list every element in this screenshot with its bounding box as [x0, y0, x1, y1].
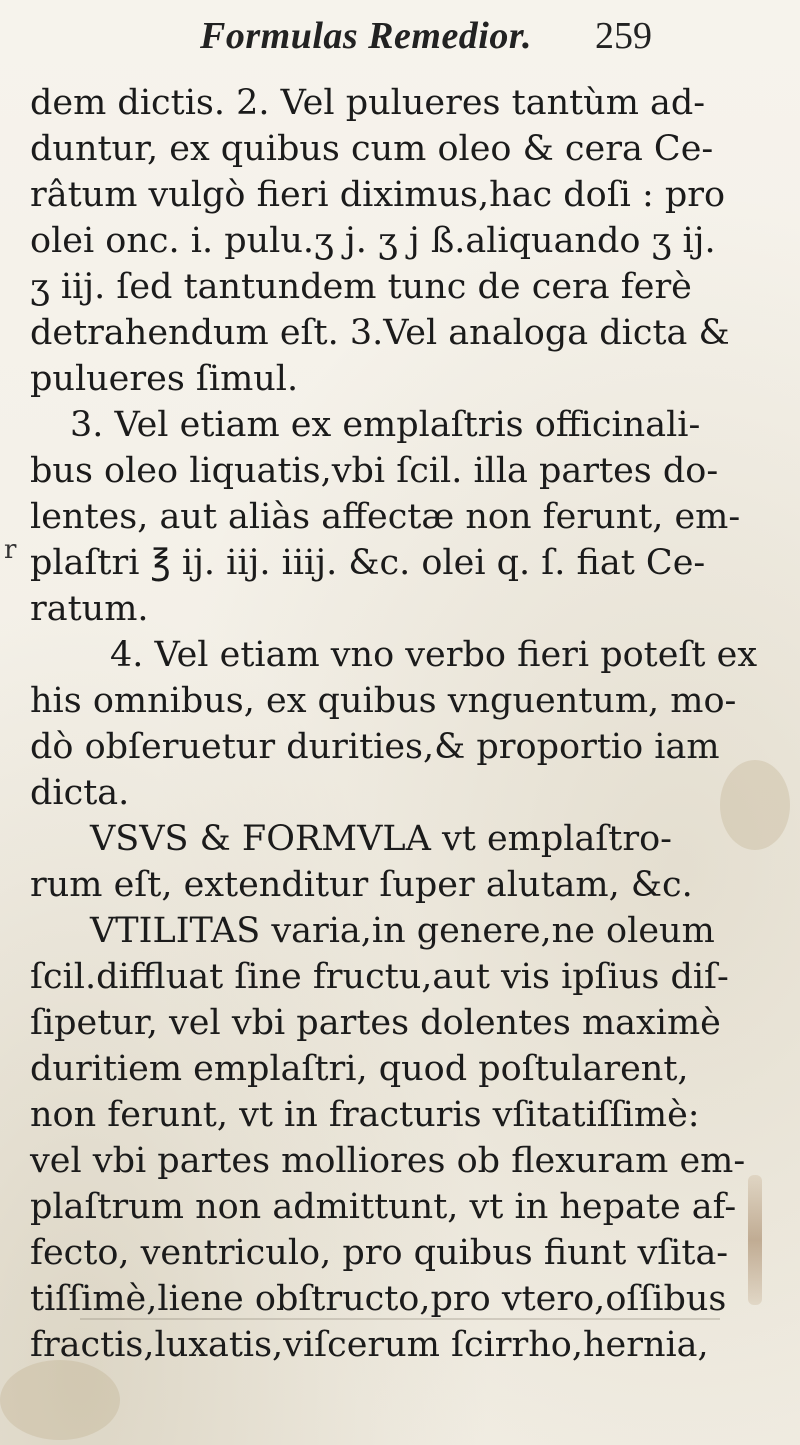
margin-mark: r	[4, 535, 17, 565]
text-line: duritiem emplaſtri, quod poſtularent,	[30, 1049, 689, 1089]
page-header	[200, 10, 680, 66]
text-line: VTILITAS varia,in genere,ne oleum	[90, 911, 715, 951]
text-line: his omnibus, ex quibus vnguentum, mo-	[30, 681, 737, 721]
running-head: Formulas Remedior.	[200, 15, 533, 57]
text-line: 3. Vel etiam ex emplaſtris officinali-	[70, 405, 701, 445]
text-line: non ferunt, vt in fracturis vſitatiſſimè:	[30, 1095, 700, 1135]
text-line: fractis,luxatis,viſcerum ſcirrho,hernia,	[30, 1325, 709, 1365]
page-number: 259	[595, 15, 652, 57]
text-line: tiſſimè,liene obſtructo,pro vtero,oſſibus	[30, 1279, 727, 1319]
text-line: vel vbi partes molliores ob flexuram em-	[30, 1141, 746, 1181]
text-line: plaſtrum non admittunt, vt in hepate af-	[30, 1187, 737, 1227]
text-line: olei onc. i. pulu.ʒ j. ʒ j ß.aliquando ʒ ij.	[30, 221, 716, 261]
text-line: ratum.	[30, 589, 149, 629]
text-line: ſipetur, vel vbi partes dolentes maximè	[30, 1003, 721, 1043]
text-line: râtum vulgò fieri diximus,hac doſi : pro	[30, 175, 726, 215]
text-line: dicta.	[30, 773, 130, 813]
body-text	[30, 80, 780, 1368]
text-line: rum eſt, extenditur ſuper alutam, &c.	[30, 865, 693, 905]
text-line: bus oleo liquatis,vbi ſcil. illa partes do-	[30, 451, 719, 491]
paper-stain	[0, 1360, 120, 1440]
page-bottom-edge	[80, 1318, 720, 1320]
text-line: dem dictis. 2. Vel pulueres tantùm ad-	[30, 83, 706, 123]
text-line: lentes, aut aliàs affectæ non ferunt, em-	[30, 497, 741, 537]
text-line: fecto, ventriculo, pro quibus fiunt vſita-	[30, 1233, 729, 1273]
text-line: detrahendum eſt. 3.Vel analoga dicta &	[30, 313, 730, 353]
text-line: ʒ iij. ſed tantundem tunc de cera ferè	[30, 267, 692, 307]
text-line: 4. Vel etiam vno verbo fieri poteſt ex	[110, 635, 758, 675]
text-line: plaſtri ℥ ij. iij. iiij. &c. olei q. ſ. fiat Ce-	[30, 543, 706, 583]
text-line: duntur, ex quibus cum oleo & cera Ce-	[30, 129, 714, 169]
text-line: VSVS & FORMVLA vt emplaſtro-	[90, 819, 672, 859]
text-line: ſcil.diffluat ſine fructu,aut vis ipſius diſ-	[30, 957, 729, 997]
text-line: pulueres ſimul.	[30, 359, 299, 399]
text-line: dò obſeruetur durities,& proportio iam	[30, 727, 720, 767]
